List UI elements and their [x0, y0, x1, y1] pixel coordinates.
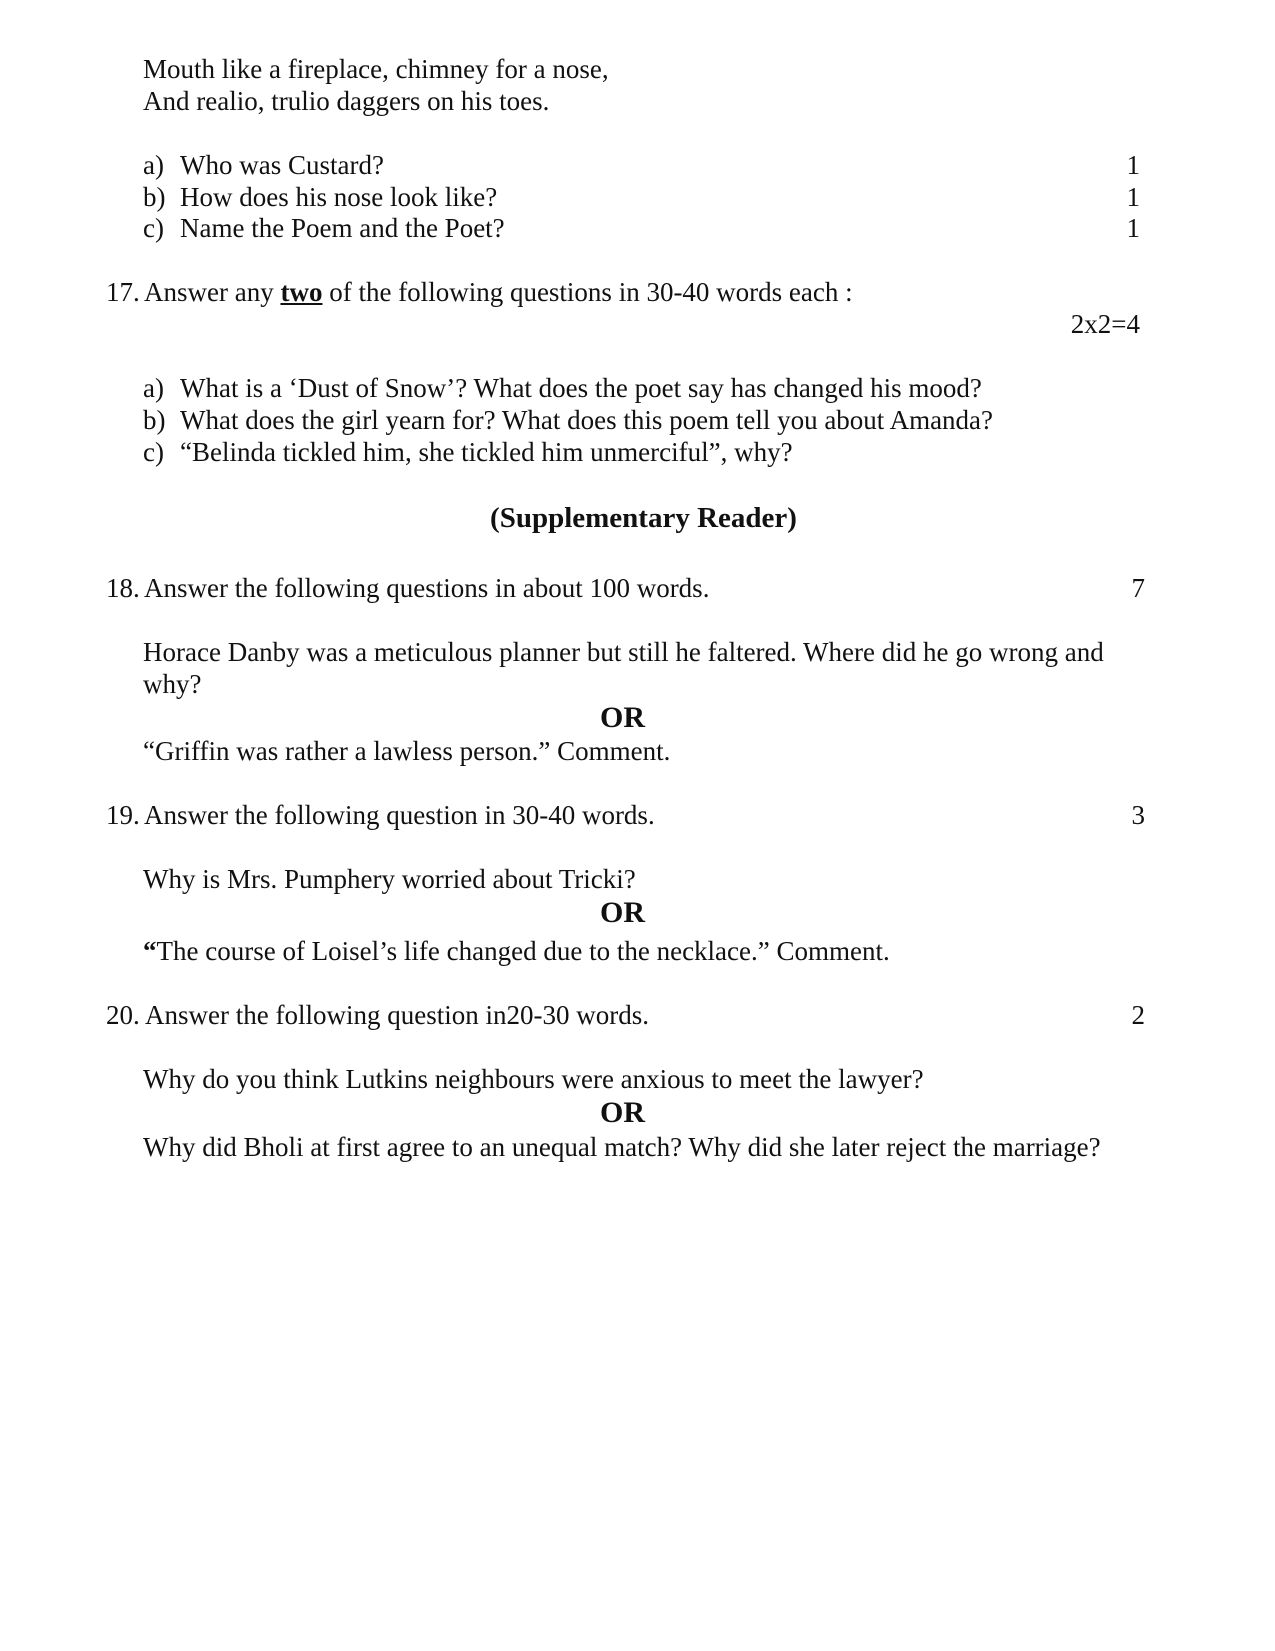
q18-or-divider: OR — [600, 701, 645, 734]
q16-item-a-marks: 1 — [1126, 150, 1140, 180]
prompt-text: Answer the following question in 30-40 words. — [144, 800, 655, 830]
q20-or-divider: OR — [600, 1096, 645, 1129]
q20-prompt: 20. Answer the following question in20-30 words. — [106, 1000, 649, 1030]
item-text: What is a ‘Dust of Snow’? What does the poet say has changed his mood? — [180, 373, 982, 403]
q17-item-c — [143, 436, 793, 469]
q17-marks: 2x2=4 — [1070, 309, 1140, 339]
item-text: “Belinda tickled him, she tickled him unmerciful”, why? — [180, 437, 793, 467]
q19-marks: 3 — [1131, 800, 1145, 830]
q20-option2: Why did Bholi at first agree to an unequal match? Why did she later reject the marriage? — [143, 1132, 1101, 1162]
item-text: Who was Custard? — [180, 150, 384, 180]
q17-item-b — [143, 404, 993, 437]
q20-marks: 2 — [1131, 1000, 1145, 1030]
prompt-text: Answer any — [144, 277, 281, 307]
poem-line-1: Mouth like a fireplace, chimney for a nose, — [143, 54, 609, 84]
q17-prompt — [106, 276, 853, 309]
item-label: b) — [143, 182, 166, 212]
item-label: c) — [143, 437, 164, 467]
q16-item-c-marks: 1 — [1126, 213, 1140, 243]
item-text: What does the girl yearn for? What does this poem tell you about Amanda? — [180, 405, 994, 435]
item-text: How does his nose look like? — [180, 182, 498, 212]
q19-option1: Why is Mrs. Pumphery worried about Tricki? — [143, 864, 636, 894]
q16-item-c — [143, 212, 505, 245]
q16-item-b-marks: 1 — [1126, 182, 1140, 212]
question-number: 19. — [106, 800, 140, 830]
prompt-emphasis: two — [280, 277, 323, 307]
q19-prompt — [106, 799, 655, 832]
question-number: 18. — [106, 573, 140, 603]
q18-marks: 7 — [1131, 573, 1145, 603]
item-label: a) — [143, 150, 164, 180]
q18-option2: “Griffin was rather a lawless person.” Comment. — [143, 736, 671, 766]
item-label: b) — [143, 405, 166, 435]
q17-item-a — [143, 372, 982, 405]
section-heading: (Supplementary Reader) — [490, 502, 797, 534]
q19-option2 — [143, 935, 890, 968]
prompt-text-rest: of the following questions in 30-40 words each : — [322, 277, 853, 307]
q16-item-b — [143, 181, 497, 214]
item-label: c) — [143, 213, 164, 243]
q19-or-divider: OR — [600, 896, 645, 929]
open-quote: “ — [143, 936, 157, 966]
q18-prompt — [106, 572, 709, 605]
item-label: a) — [143, 373, 164, 403]
q18-option1-line1: Horace Danby was a meticulous planner but still he faltered. Where did he go wrong and — [143, 637, 1104, 667]
q16-item-a — [143, 149, 384, 182]
question-number: 17. — [106, 277, 140, 307]
prompt-text: Answer the following questions in about 100 words. — [144, 573, 710, 603]
q20-option1: Why do you think Lutkins neighbours were anxious to meet the lawyer? — [143, 1064, 924, 1094]
item-text: Name the Poem and the Poet? — [180, 213, 505, 243]
q18-option1-line2: why? — [143, 669, 202, 699]
poem-line-2: And realio, trulio daggers on his toes. — [143, 86, 550, 116]
option-text: The course of Loisel’s life changed due to the necklace.” Comment. — [156, 936, 890, 966]
